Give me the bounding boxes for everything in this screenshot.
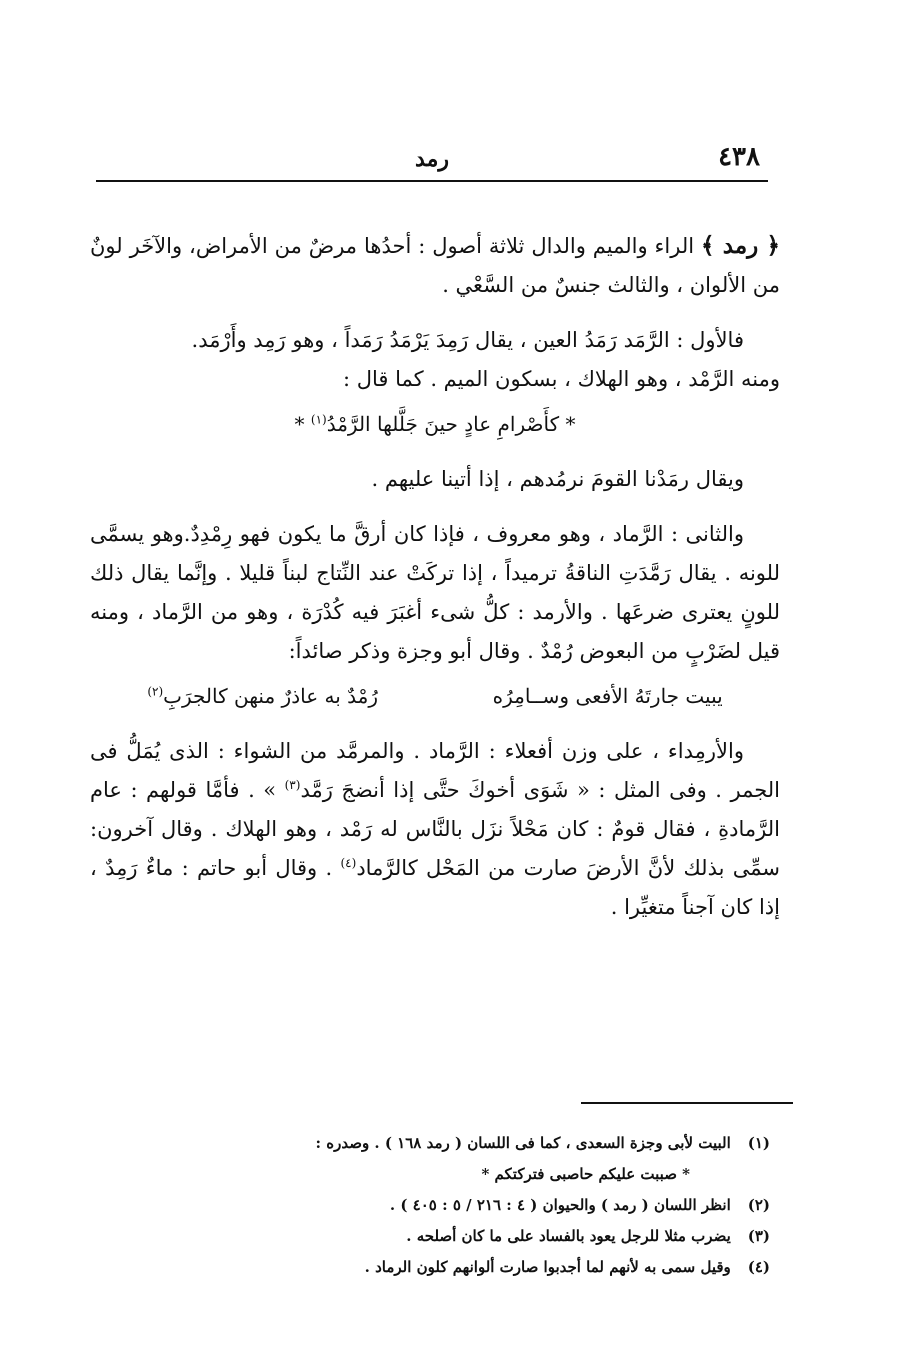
main-text xyxy=(90,226,780,943)
entry-intro-text: الراء والميم والدال ثلاثة أصول : أحدُها مرضٌ من الأمراض، والآخَر لونٌ من الألوان ، والثالث جنسٌ من السَّعْي . xyxy=(90,234,780,297)
verse-2-second-hemistich: رُمْدٌ به عاذرٌ منهن كالجرَبِ$^{(٢)}$ xyxy=(147,684,378,708)
page-header xyxy=(96,138,768,180)
footnote: (٢) انظر اللسان ( رمد ) والحيوان ( ٤ : ٢١٦ / ٥ : ٤٠٥ ) . xyxy=(389,1196,770,1214)
section-first-line-3: ويقال رمَدْنا القومَ نرمُدهم ، إذا أتينا عليهم . xyxy=(371,467,744,491)
verse-1-end: * xyxy=(294,412,311,436)
section-second-para-1: والثانى : الرَّماد ، وهو معروف ، فإذا كان أرقَّ ما يكون فهو رِمْدِدٌ.وهو يسمَّى للونه . يقال رَمَّدَتِ الناقةُ ترميداً ، إذا تركَتْ عند النِّتاج لبناً قليلا . وإنَّما يقال ذلك للونٍ يعترى ضرعَها . والأرمد : كلُّ شىء أغبَرَ فيه كُدْرَة ، وهو من الرَّماد ، ومنه قيل لضَرْبٍ من البعوض رُمْدٌ . وقال أبو وجزة وذكر صائداً: xyxy=(90,522,780,663)
verse-2 xyxy=(90,677,780,716)
footnote-verse: * صببت عليكم حاصبى فتركتكم * xyxy=(481,1165,690,1183)
footnotes xyxy=(130,1128,770,1283)
entry-intro xyxy=(90,226,780,305)
footnote-ref-3: (٣) xyxy=(284,778,301,792)
footnote: (٤) وقيل سمى به لأنهم لما أجدبوا صارت ألوانهم كلون الرماد . xyxy=(364,1258,770,1276)
verse-2-first-hemistich: يبيت جارتَهُ الأفعى وســامِرُه xyxy=(492,684,723,708)
header-rule xyxy=(96,180,768,182)
footnote: (٣) يضرب مثلا للرجل يعود بالفساد على ما كان أصلحه . xyxy=(406,1227,770,1245)
entry-headword: ﴿ رمد ﴾ xyxy=(701,232,780,259)
footnote-ref-4: (٤) xyxy=(340,856,357,870)
footnote-ref-1: (١) xyxy=(310,412,327,427)
footnote-ref-2: (٢) xyxy=(147,684,164,699)
footnote: (١) البيت لأبى وجزة السعدى ، كما فى اللسان ( رمد ١٦٨ ) . وصدره : xyxy=(315,1134,770,1152)
footnote-rule xyxy=(581,1102,793,1104)
verse-1 xyxy=(90,405,780,444)
section-first-line-2: ومنه الرَّمْد ، وهو الهلاك ، بسكون الميم . كما قال : xyxy=(343,367,780,391)
section-first-line: فالأول : الرَّمَد رَمَدُ العين ، يقال رَمِدَ يَرْمَدُ رَمَداً ، وهو رَمِد وأَرْمَد. xyxy=(191,328,744,352)
section-second-para-2: والأرمِداء ، على وزن أفعلاء : الرَّماد . والمرمَّد من الشواء : الذى يُمَلُّ فى الجمر . وفى المثل : « شَوَى أخوكَ حتَّى إذا أنضجَ رَمَّد$^{(٣)}$ » . فأمَّا قولهم : عام الرَّمادةِ ، فقال قومٌ : كان مَحْلاً نزَل بالنَّاس له رَمْد ، وهو الهلاك . وقال آخرون: سمِّى بذلك لأنَّ الأرضَ صارت من المَحْل كالرَّماد$^{(٤)}$ . وقال أبو حاتم : ماءٌ رَمِدٌ ، إذا كان آجناً متغيِّرا . xyxy=(90,739,780,919)
verse-1-text: * كأَصْرامِ عادٍ حينَ جَلَّلها الرَّمْدُ xyxy=(326,412,576,436)
running-title: رمد xyxy=(415,146,449,172)
page-number: ٤٣٨ xyxy=(718,142,760,172)
